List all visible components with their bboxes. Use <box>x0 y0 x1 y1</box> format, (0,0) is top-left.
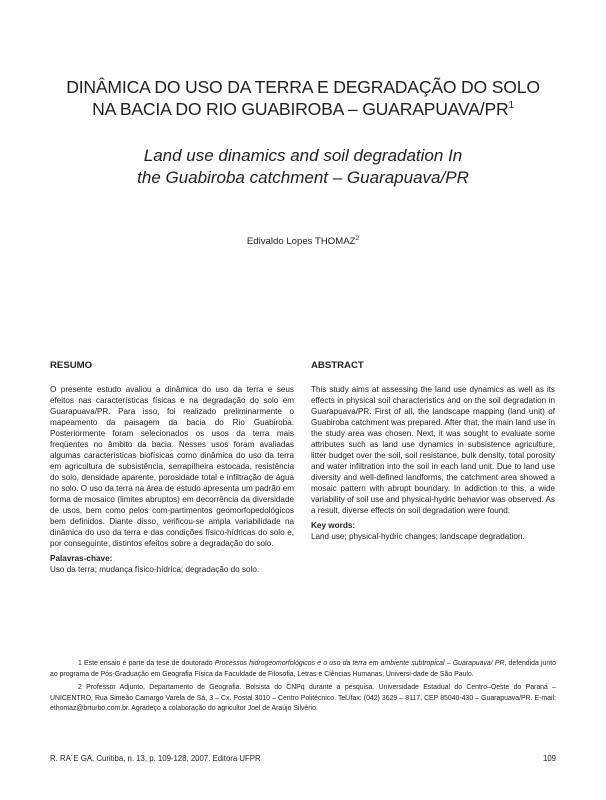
footnote-1-suffix: , defendida junto ao programa de Pós-Graduação em Geografia Física da Faculdade de Filosofia, Letras e Ciências Humanas, Universi-dade de São Paulo. <box>50 660 556 678</box>
author-line <box>40 236 566 247</box>
author-footnote-mark: 2 <box>355 234 360 242</box>
footnotes <box>50 659 556 718</box>
resumo-text: O presente estudo avaliou a dinâmica do uso da terra e seus efeitos nas características físicas e na degradação do solo em Guarapuava/PR. Para isso, foi realizado preliminarmente o mapeamento da paisagem da bacia do Rio Guabiroba. Posteriormente foram selecionados os usos da terra mais freqüentes no âmbito da bacia. Nesses usos foram avaliadas algumas características biofísicas como dinâmica do uso da terra em agricultura de subsistência, serrapilheira estocada, resistência do solo, densidade aparente, porosidade total e infiltração de água no solo. O uso da terra na área de estudo apresenta um padrão em forma de mosaico (limites abruptos) em decorrência da diversidade de usos, bem como pelos com-partimentos geomorfopedológicos bem definidos. Diante disso, verificou-se ampla variabilidade na dinâmica do uso da terra e das condições físico-hídricas do solo e, por conseguinte, distintos efeitos sobre a degradação do solo. <box>50 385 294 548</box>
resumo-heading: RESUMO <box>50 360 93 371</box>
palavras-chave-heading: Palavras-chave: <box>50 554 113 563</box>
key-words-text: Land use; physical-hydric changes; landscape degradation. <box>311 532 525 541</box>
footnote-1-thesis-title: Processos hidrogeomorfológicos e o uso da terra em ambiente subtropical – Guarapuava/ PR <box>214 660 505 667</box>
title-line-2-text: NA BACIA DO RIO GUABIROBA – GUARAPUAVA/PR <box>92 99 509 119</box>
author-name: Edivaldo Lopes THOMAZ <box>246 236 356 247</box>
english-title-line-1: Land use dinamics and soil degradation In <box>143 146 463 165</box>
title-footnote-mark: 1 <box>508 100 514 112</box>
abstract-column <box>311 360 555 542</box>
title-line-2 <box>40 98 566 120</box>
article-title <box>40 76 566 120</box>
title-line-1: DINÂMICA DO USO DA TERRA E DEGRADAÇÃO DO SOLO <box>66 77 540 97</box>
palavras-chave-text: Uso da terra; mudança físico-hídrica; degradação do solo. <box>50 565 260 574</box>
abstract-heading: ABSTRACT <box>311 360 364 371</box>
key-words-heading: Key words: <box>311 521 356 530</box>
english-title <box>40 145 566 189</box>
footnote-1-prefix: 1 Este ensaio é parte da tese de doutorado <box>78 660 215 667</box>
english-title-line-2: the Guabiroba catchment – Guarapuava/PR <box>137 168 469 187</box>
footnote-2: 2 Professor Adjunto, Departamento de Geografia. Bolsista do CNPq durante a pesquisa. Universidade Estadual do Centro–Oeste do Paraná – UNICENTRO, Rua Simeão Camargo Varela de Sá, 3 – Cx. Postal 3010 – Centro Politécnico. Tel./fax: (042) 3629 – 8117, CEP 85040-430 – Guarapuava/PR. E-mail: ethomaz@brturbo.com.br. Agradeço a colaboração do agricultor Joel de Araújo Silvério. <box>50 684 556 713</box>
journal-citation: R. RA´E GA, Curitiba, n. 13, p. 109-128, 2007. Editora UFPR <box>50 754 261 763</box>
abstract-text: This study aims at assessing the land use dynamics as well as its effects in physical soil characteristics and on the soil degradation in Guarapuava/PR. First of all, the landscape mapping (land unit) of Guabiroba catchment was prepared. After that, the main land use in the study area was chosen. Next, it was sought to evaluate some attributes such as land use dynamics in subsistence agriculture, litter budget over the soil, soil resistance, bulk density, total porosity and water infiltration into the soil in each land unit. Due to land use diversity and well-defined landforms, the catchment area showed a mosaic pattern with abrupt boundary. In addiction to this, a wide variability of soil use and physical-hydric behavior was observed. As a result, diverse effects on soil degradation were found. <box>311 385 555 515</box>
page-number: 109 <box>542 754 556 763</box>
footnote-1 <box>50 659 556 680</box>
resumo-column <box>50 360 294 575</box>
